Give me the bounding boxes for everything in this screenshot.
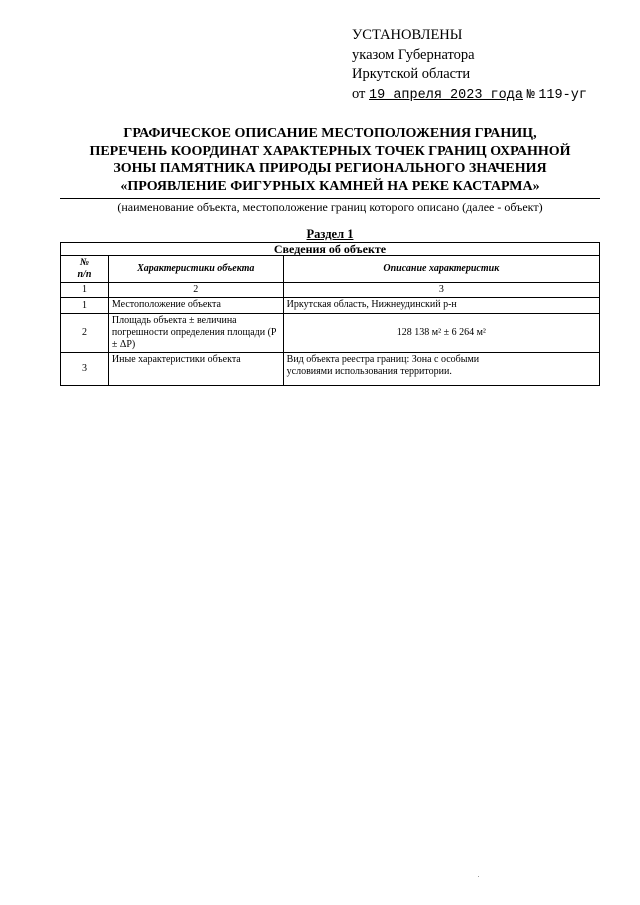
object-name-caption: (наименование объекта, местоположение границ которого описано (далее - объект) — [117, 200, 543, 214]
row-description: 128 138 м² ± 6 264 м² — [283, 314, 599, 353]
row-characteristic: Местоположение объекта — [108, 298, 283, 314]
title-line-2: ПЕРЕЧЕНЬ КООРДИНАТ ХАРАКТЕРНЫХ ТОЧЕК ГРАНИЦ ОХРАННОЙ — [89, 143, 571, 159]
approval-stamp — [352, 26, 587, 105]
row-description-line-2: условиями использования территории. — [286, 366, 452, 377]
object-info-table — [60, 242, 600, 386]
row-characteristic: Площадь объекта ± величина погрешности определения площади (Р ± ΔР) — [108, 314, 283, 353]
table-row — [61, 314, 600, 353]
number-sign: № — [526, 87, 535, 103]
approval-date-line — [352, 85, 587, 106]
title-underline — [60, 198, 600, 199]
approval-region: Иркутской области — [352, 66, 471, 82]
date-prefix: от — [352, 85, 366, 102]
approval-authority: указом Губернатора — [352, 46, 475, 63]
column-number-2: 2 — [108, 283, 283, 298]
row-characteristic: Иные характеристики объекта — [108, 353, 283, 386]
table-caption: Сведения об объекте — [61, 243, 600, 256]
column-number-1: 1 — [61, 283, 109, 298]
header-number — [61, 256, 109, 283]
scan-speck — [478, 876, 479, 877]
row-number: 2 — [61, 314, 109, 353]
header-characteristic: Характеристики объекта — [108, 256, 283, 283]
title-line-3: ЗОНЫ ПАМЯТНИКА ПРИРОДЫ РЕГИОНАЛЬНОГО ЗНАЧЕНИЯ — [113, 161, 547, 176]
row-description: Иркутская область, Нижнеудинский р-н — [283, 298, 599, 314]
approval-number: 119-уг — [538, 87, 587, 103]
row-description — [283, 353, 599, 386]
table-row — [61, 353, 600, 386]
approval-heading: УСТАНОВЛЕНЫ — [352, 27, 463, 43]
document-title — [60, 125, 600, 195]
column-number-3: 3 — [283, 283, 599, 298]
header-number-sign: № — [79, 257, 90, 268]
section-heading: Раздел 1 — [306, 227, 354, 241]
row-number: 3 — [61, 353, 109, 386]
header-number-abbr: п/п — [77, 269, 92, 280]
approval-date: 19 апреля 2023 года — [369, 87, 523, 103]
row-description-line-1: Вид объекта реестра границ: Зона с особыми — [286, 354, 480, 365]
title-line-4: «ПРОЯВЛЕНИЕ ФИГУРНЫХ КАМНЕЙ НА РЕКЕ КАСТАРМА» — [120, 178, 540, 194]
title-line-1: ГРАФИЧЕСКОЕ ОПИСАНИЕ МЕСТОПОЛОЖЕНИЯ ГРАНИЦ, — [123, 126, 537, 141]
header-description: Описание характеристик — [283, 256, 599, 283]
row-number: 1 — [61, 298, 109, 314]
table-row — [61, 298, 600, 314]
